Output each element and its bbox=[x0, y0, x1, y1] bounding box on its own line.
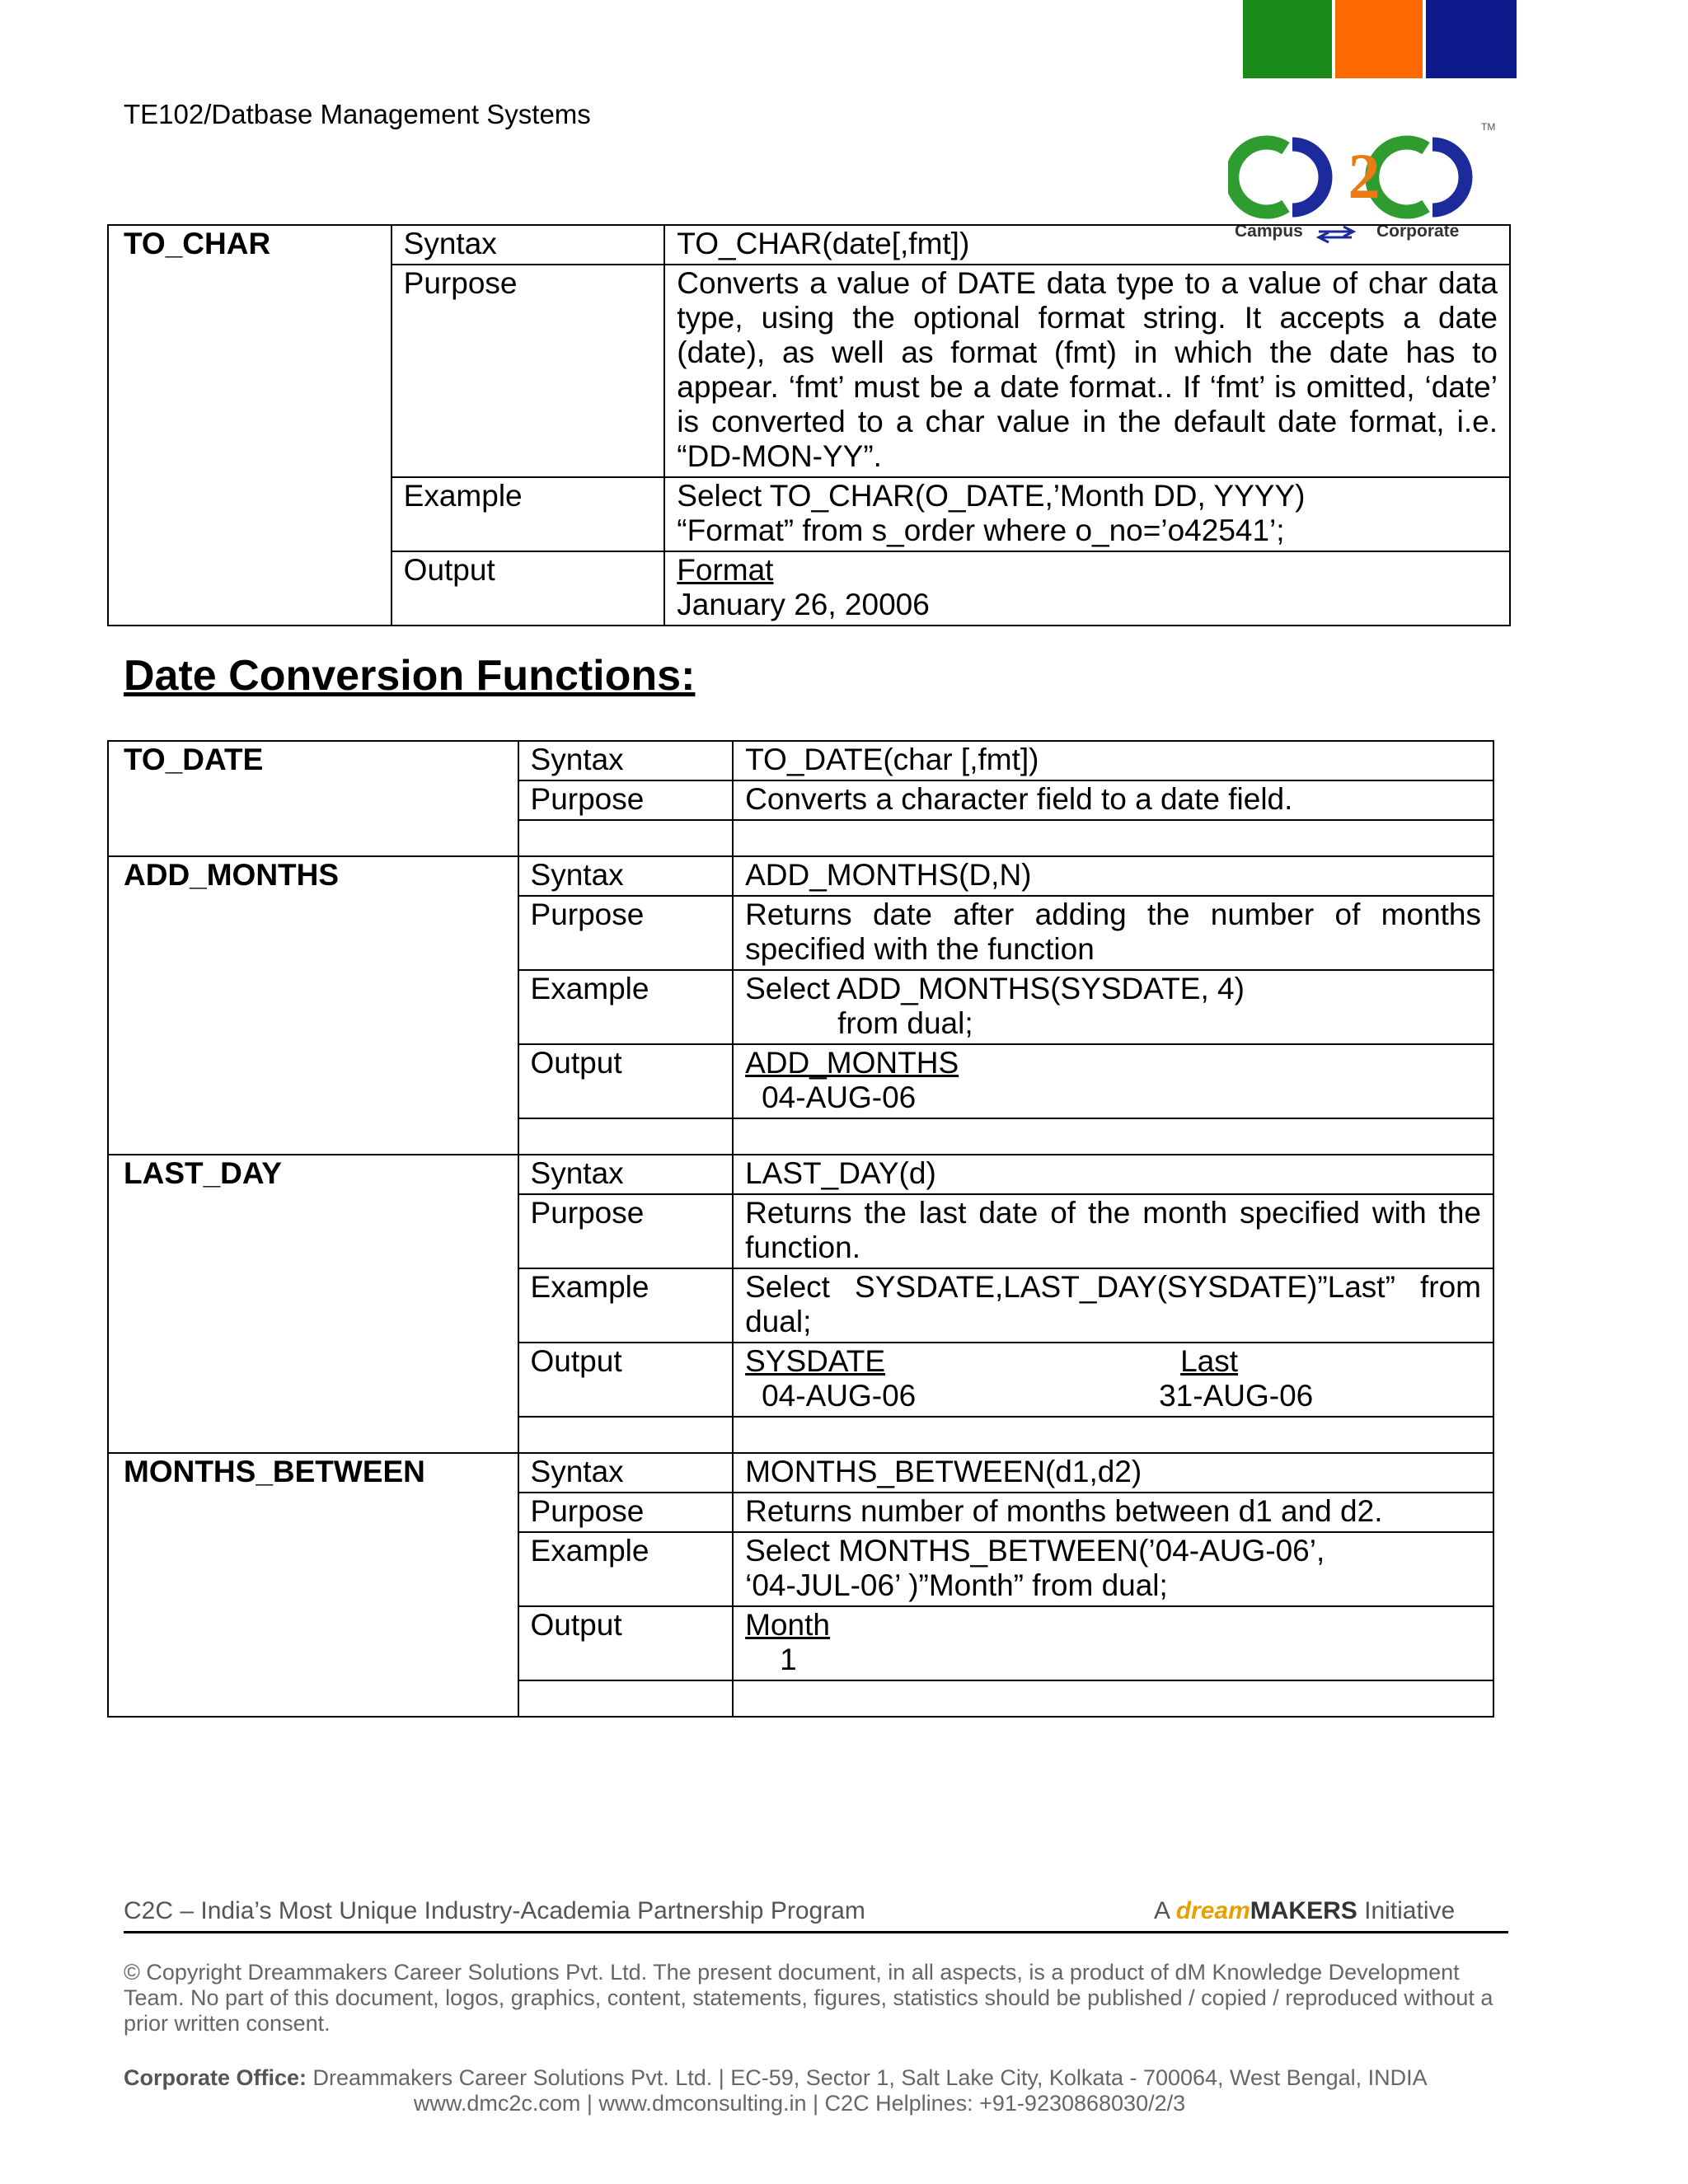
blank-cell bbox=[733, 1417, 1493, 1453]
syntax-value: TO_DATE(char [,fmt]) bbox=[733, 741, 1493, 780]
example-value bbox=[664, 477, 1510, 551]
row-label: Output bbox=[518, 1606, 734, 1680]
function-name: LAST_DAY bbox=[108, 1155, 518, 1453]
example-value bbox=[733, 970, 1493, 1044]
function-name: MONTHS_BETWEEN bbox=[108, 1453, 518, 1717]
row-label: Example bbox=[392, 477, 665, 551]
row-label: Example bbox=[518, 1268, 734, 1343]
blank-cell bbox=[518, 820, 734, 856]
row-label: Syntax bbox=[518, 741, 734, 780]
svg-text:Campus: Campus bbox=[1235, 222, 1303, 241]
blank-cell bbox=[518, 1118, 734, 1155]
row-label: Purpose bbox=[518, 896, 734, 970]
example-line: “Format” from s_order where o_no=’o42541’; bbox=[677, 513, 1285, 547]
footer-initiative bbox=[1154, 1897, 1455, 1925]
date-conversion-table bbox=[107, 740, 1494, 1718]
example-line: ‘04-JUL-06’ )”Month” from dual; bbox=[745, 1568, 1168, 1602]
blank-cell bbox=[518, 1680, 734, 1717]
output-value bbox=[733, 1606, 1493, 1680]
initiative-suffix: Initiative bbox=[1364, 1897, 1456, 1924]
blank-cell bbox=[518, 1417, 734, 1453]
svg-text:2: 2 bbox=[1348, 140, 1381, 212]
output-heading-last: Last bbox=[1180, 1344, 1239, 1378]
example-line: Select TO_CHAR(O_DATE,’Month DD, YYYY) bbox=[677, 479, 1306, 513]
row-label: Output bbox=[518, 1044, 734, 1118]
output-value bbox=[733, 1044, 1493, 1118]
row-label: Example bbox=[518, 1532, 734, 1606]
example-line: from dual; bbox=[837, 1006, 973, 1040]
initiative-dream: dream bbox=[1175, 1897, 1250, 1924]
function-name: TO_CHAR bbox=[108, 225, 392, 626]
output-heading: ADD_MONTHS bbox=[745, 1046, 959, 1080]
output-value bbox=[733, 1343, 1493, 1417]
corporate-office-label: Corporate Office: bbox=[124, 2065, 307, 2090]
course-header: TE102/Datbase Management Systems bbox=[124, 99, 591, 129]
output-result: 1 bbox=[780, 1643, 797, 1676]
output-result: 04-AUG-06 bbox=[762, 1080, 917, 1114]
brand-block-blue bbox=[1426, 0, 1517, 78]
purpose-value: Returns date after adding the number of months specified with the function bbox=[733, 896, 1493, 970]
example-line: Select ADD_MONTHS(SYSDATE, 4) bbox=[745, 972, 1245, 1005]
initiative-makers: MAKERS bbox=[1250, 1897, 1357, 1924]
row-label: Purpose bbox=[518, 1194, 734, 1268]
purpose-value: Converts a character field to a date field. bbox=[733, 780, 1493, 820]
svg-text:Corporate: Corporate bbox=[1376, 222, 1460, 241]
section-title: Date Conversion Functions: bbox=[124, 652, 696, 700]
output-heading: Format bbox=[677, 553, 774, 587]
purpose-value: Converts a value of DATE data type to a value of char data type, using the optional format string. It accepts a date (date), as well as format (fmt) in which the date has to appear. ‘fmt’ must be a date format.. If ‘fmt’ is omitted, ‘date’ is converted to a char value in the default date format, i.e. “DD-MON-YY”. bbox=[664, 265, 1510, 477]
row-label: Purpose bbox=[392, 265, 665, 477]
brand-block-orange bbox=[1335, 0, 1423, 78]
output-heading: Month bbox=[745, 1608, 830, 1642]
purpose-value: Returns the last date of the month specified with the function. bbox=[733, 1194, 1493, 1268]
row-label: Syntax bbox=[518, 1155, 734, 1194]
output-value bbox=[664, 551, 1510, 626]
syntax-value: TO_CHAR(date[,fmt]) bbox=[664, 225, 1510, 265]
footer-tagline: C2C – India’s Most Unique Industry-Academia Partnership Program bbox=[124, 1897, 865, 1924]
svg-text:TM: TM bbox=[1481, 121, 1496, 133]
footer-divider bbox=[124, 1931, 1508, 1933]
output-result-sysdate: 04-AUG-06 bbox=[762, 1379, 917, 1413]
row-label: Syntax bbox=[392, 225, 665, 265]
row-label: Purpose bbox=[518, 780, 734, 820]
purpose-value: Returns number of months between d1 and d2. bbox=[733, 1493, 1493, 1532]
copyright-notice: © Copyright Dreammakers Career Solutions Pvt. Ltd. The present document, in all aspects, is a product of dM Knowledge Development Team. No part of this document, logos, graphics, content, statements, figures, statistics should be published / copied / reproduced without a prior written consent. bbox=[124, 1960, 1493, 2036]
example-value: Select SYSDATE,LAST_DAY(SYSDATE)”Last” from dual; bbox=[733, 1268, 1493, 1343]
output-heading-sysdate: SYSDATE bbox=[745, 1344, 886, 1378]
syntax-value: ADD_MONTHS(D,N) bbox=[733, 856, 1493, 896]
syntax-value: LAST_DAY(d) bbox=[733, 1155, 1493, 1194]
row-label: Syntax bbox=[518, 856, 734, 896]
example-line: Select MONTHS_BETWEEN(’04-AUG-06’, bbox=[745, 1534, 1325, 1568]
blank-cell bbox=[733, 1680, 1493, 1717]
blank-cell bbox=[733, 1118, 1493, 1155]
syntax-value: MONTHS_BETWEEN(d1,d2) bbox=[733, 1453, 1493, 1493]
row-label: Output bbox=[518, 1343, 734, 1417]
function-name: ADD_MONTHS bbox=[108, 856, 518, 1155]
to-char-table bbox=[107, 224, 1511, 626]
corporate-web: www.dmc2c.com | www.dmconsulting.in | C2C Helplines: +91-9230868030/2/3 bbox=[413, 2091, 1186, 2116]
output-result: January 26, 20006 bbox=[677, 588, 930, 621]
brand-block-green bbox=[1243, 0, 1332, 78]
row-label: Example bbox=[518, 970, 734, 1044]
example-value bbox=[733, 1532, 1493, 1606]
corporate-office-address: Dreammakers Career Solutions Pvt. Ltd. | EC-59, Sector 1, Salt Lake City, Kolkata - 700064, West Bengal, INDIA bbox=[312, 2065, 1428, 2090]
row-label: Output bbox=[392, 551, 665, 626]
row-label: Purpose bbox=[518, 1493, 734, 1532]
row-label: Syntax bbox=[518, 1453, 734, 1493]
initiative-prefix: A bbox=[1154, 1897, 1170, 1924]
corporate-office bbox=[124, 2065, 1508, 2091]
blank-cell bbox=[733, 820, 1493, 856]
function-name: TO_DATE bbox=[108, 741, 518, 856]
output-result-last: 31-AUG-06 bbox=[1159, 1379, 1314, 1413]
